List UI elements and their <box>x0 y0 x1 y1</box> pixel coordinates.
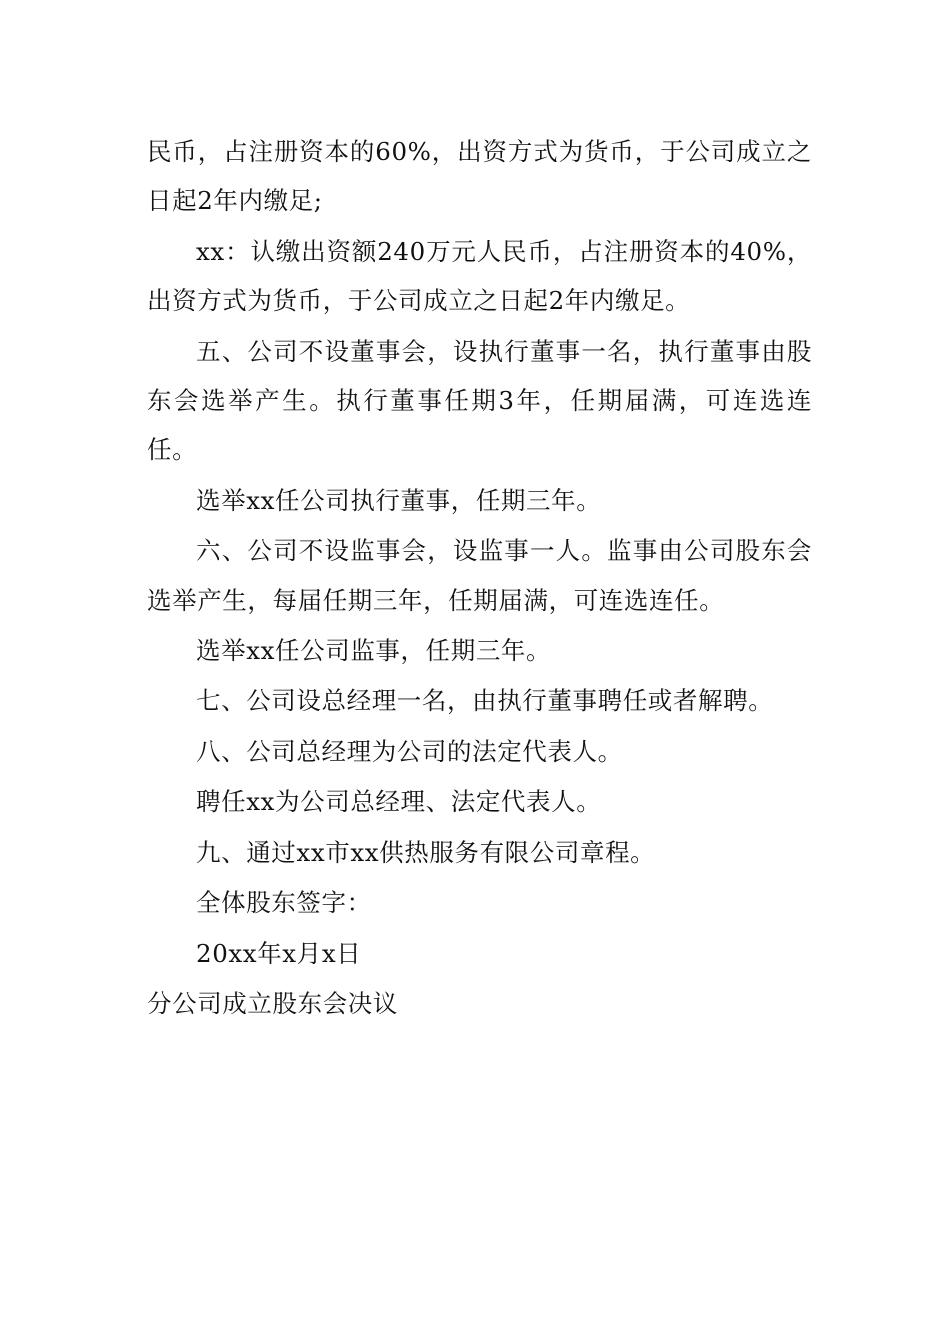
document-body <box>147 127 812 1029</box>
paragraph-article-eight: 八、公司总经理为公司的法定代表人。 <box>196 736 623 766</box>
paragraph-shareholder-contribution: xx：认缴出资额240万元人民币，占注册资本的40%，出资方式为货币，于公司成立之日起2年内缴足。 <box>147 236 812 316</box>
paragraph-article-nine: 九、通过xx市xx供热服务有限公司章程。 <box>196 837 656 867</box>
paragraph-article-seven: 七、公司设总经理一名，由执行董事聘任或者解聘。 <box>196 686 774 716</box>
paragraph-article-five: 五、公司不设董事会，设执行董事一名，执行董事由股东会选举产生。执行董事任期3年，任期届满，可连选连任。 <box>147 336 812 465</box>
paragraph-capital-continued: 民币，占注册资本的60%，出资方式为货币，于公司成立之日起2年内缴足; <box>147 137 812 216</box>
paragraph-appoint-manager: 聘任xx为公司总经理、法定代表人。 <box>196 787 602 817</box>
date-line: 20xx年x月x日 <box>196 938 362 968</box>
paragraph-elect-supervisor: 选举xx任公司监事，任期三年。 <box>196 636 552 666</box>
paragraph-elect-director: 选举xx任公司执行董事，任期三年。 <box>196 485 602 515</box>
next-section-title: 分公司成立股东会决议 <box>147 988 398 1018</box>
signature-line: 全体股东签字： <box>196 888 372 918</box>
paragraph-article-six: 六、公司不设监事会，设监事一人。监事由公司股东会选举产生，每届任期三年，任期届满，可连选连任。 <box>147 536 812 615</box>
